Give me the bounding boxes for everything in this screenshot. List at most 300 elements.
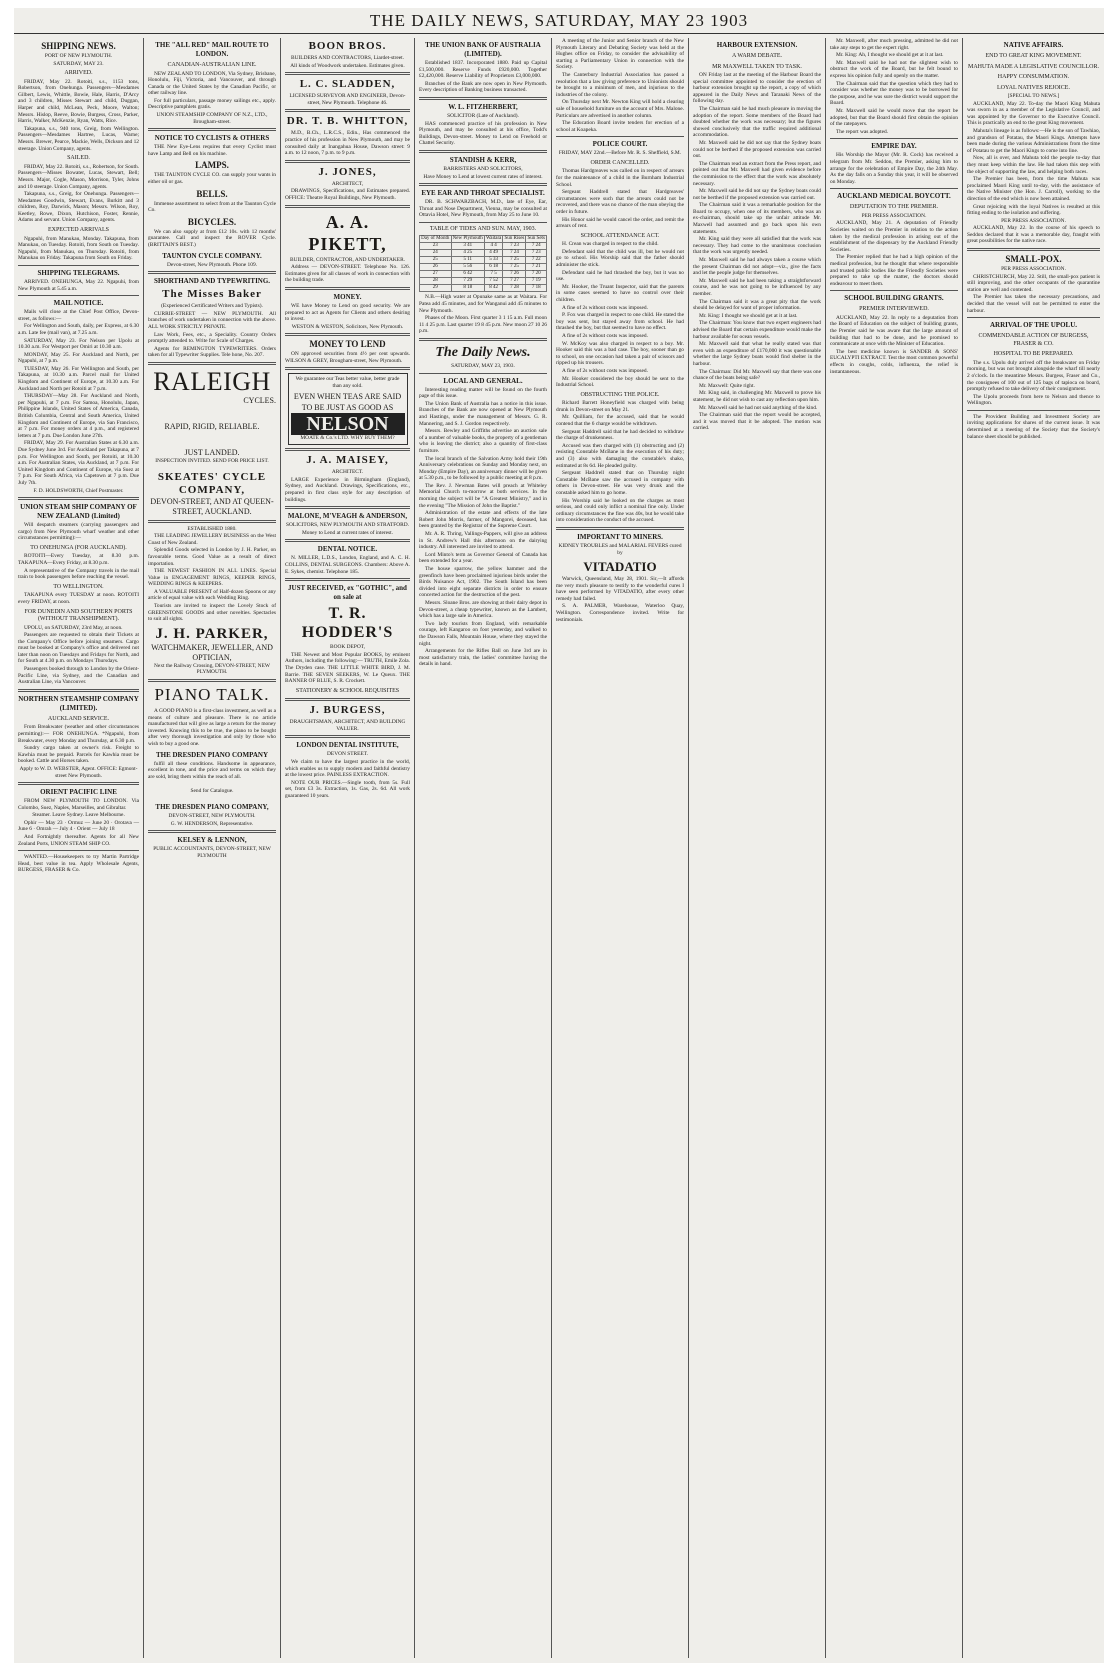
- malone-sub: SOLICITORS, NEW PLYMOUTH AND STRATFORD.: [286, 522, 409, 529]
- paragraph: Sergeant Haddrell stated that Hardgreaves' circumstances were such that the arrears could not be recovered, and there was no chance of the man obeying the order in future.: [556, 189, 684, 215]
- paragraph: Passengers are requested to obtain their Tickets at the Company's Office before joining steamers. Cargo must be booked at Company's office and delivered not later than noon on Tuesdays and Fridays for North, and for South at 4.30 p.m. on Mondays Thursdays.: [18, 632, 139, 665]
- paragraph: On Thursday next Mr. Newton King will hold a clearing sale of household furniture on the account of Mrs. Malone. Particulars are advertised in another column.: [556, 99, 684, 119]
- hospital-heading: HOSPITAL TO BE PREPARED.: [993, 351, 1074, 358]
- divider: [419, 338, 547, 341]
- paragraph: The Chairman said that the report would be accepted, and it was moved that it be adopted. The motion was carried.: [693, 412, 821, 432]
- tides-cell: 26: [420, 264, 452, 271]
- tides-col-sets: Sun Sets: [527, 236, 545, 242]
- just-received: JUST RECEIVED, ex "GOTHIC", and on sale at: [288, 584, 407, 602]
- divider: [148, 520, 276, 523]
- skeates-address: DEVON-STREET, AND AT QUEEN-STREET, AUCKLAND.: [150, 496, 274, 516]
- divider: [556, 527, 684, 530]
- parker-sub: WATCHMAKER, JEWELLER, AND OPTICIAN,: [151, 642, 273, 662]
- paragraph: CURRIE-STREET — NEW PLYMOUTH. All branches of work undertaken in connection with the above. ALL WORK STRICTLY PRIVATE.: [148, 310, 276, 330]
- stationery-line: STATIONERY & SCHOOL REQUISITES: [295, 687, 400, 694]
- boon-sub: BUILDERS AND CONTRACTORS, Liardet-street.: [291, 55, 404, 61]
- fitz-sub: SOLICITOR (Late of Auckland).: [447, 112, 519, 119]
- press-by: PER PRESS ASSOCIATION.: [1001, 217, 1066, 224]
- tides-cell: 4 4: [484, 243, 503, 250]
- divider: [285, 448, 410, 451]
- raleigh-name: RALEIGH: [153, 366, 271, 396]
- column-police: [552, 38, 689, 1658]
- kidney-line: KIDNEY TROUBLES and MALARIAL FEVERS cured by: [558, 542, 682, 556]
- paragraph: P. Fox was charged in respect to one child. He stated the boy was sent, but stayed away from school. He had thrashed the boy, but that seemed to have no effect.: [556, 312, 684, 332]
- paragraph: Takapuna, s.s., Greig, for Onehunga. Passengers—Mesdames Goodwin, Stewart, Evans, Burkitt and 3 children, Roy, Darwick, Mason; Messrs. Wilson, Roy, Keetley, Rowe, Dixon, Hutchison, Foster, Rennie, Adams and servant. Union Company, agents.: [18, 191, 139, 224]
- paragraph: Interesting reading matter will be found on the fourth page of this issue.: [419, 386, 547, 400]
- divider: [285, 109, 410, 112]
- union-address: UNION STEAMSHIP COMPANY OF N.Z., LTD., Brougham-street.: [156, 112, 268, 125]
- moon-phases: Phases of the Moon. First quarter 3 1 15 a.m. Full moon 11 4 25 p.m. Last quarter 19 8 45 p.m. New moon 27 10 26 p.m.: [419, 315, 547, 335]
- paragraph: TAKAPUNA every TUESDAY at noon. ROTOITI every FRIDAY, at noon.: [18, 592, 139, 605]
- divider: [148, 679, 276, 682]
- tides-cell: 7 26: [503, 271, 526, 278]
- native-by: [SPECIAL TO NEWS.]: [1007, 93, 1060, 99]
- local-heading: LOCAL AND GENERAL.: [443, 376, 523, 385]
- paragraph: Arrangements for the Rifles Ball on June 3rd are in most satisfactory train, the ladies' committee having the details in hand.: [419, 648, 547, 668]
- tides-cell: 7 29: [451, 278, 484, 285]
- tides-heading: TABLE OF TIDES AND SUN. MAY, 1903.: [429, 225, 537, 232]
- smallpox-by: PER PRESS ASSOCIATION.: [1001, 266, 1066, 273]
- established: ESTABLISHED 1880.: [187, 525, 237, 532]
- paragraph: FRIDAY, May 29. For Australian States at 6.30 a.m. Due Sydney June 3rd. For Auckland per Takapuna, at 7 p.m. For Wellington and South, per Rotoiti, at 10.30 a.m. For Australian States, via Auckland, at 7 p.m. For United Kingdom and Continent of Europe, via Suez at 7 p.m. For South Africa, via Capetown at 7 p.m. Due July 7th.: [18, 440, 139, 486]
- paragraph: Mr. Maxwell: Quite right.: [699, 382, 755, 389]
- paragraph: The Upolu proceeds from here to Nelson and thence to Wellington.: [967, 393, 1100, 407]
- tides-col-waitara: Waitara: [485, 236, 502, 242]
- paragraph: Lord Minto's term as Governor General of Canada has been extended for a year.: [419, 551, 547, 565]
- paragraph: AUCKLAND, May 22. In the course of his speech to Seddon declared that it was a memorable day, fraught with great possibilities for the native race.: [967, 225, 1100, 245]
- lamps-heading: LAMPS.: [195, 160, 229, 171]
- eye-heading: EYE EAR AND THROAT SPECIALIST.: [421, 189, 545, 198]
- paragraph: W. McKoy was also charged in respect to a boy. Mr. Hooker said this was a bad case. The boy, sooner than go to school, on one occasion had taken a pair of scissors and ripped up his trousers.: [556, 340, 684, 367]
- paragraph: The Canterbury Industrial Association has passed a resolution that a law giving preference to Unionists should be brought to a minimum of men, and injurious to the industries of the colony.: [556, 71, 684, 98]
- sladden-ad: [285, 78, 410, 91]
- paragraph: And Fortnightly thereafter. Agents for all New Zealand Ports, UNION STEAM SHIP CO.: [18, 834, 139, 847]
- paragraph: The Chairman said it was a great pity that the work should be delayed for want of proper information.: [693, 298, 821, 312]
- divider: [18, 782, 139, 785]
- paragraph: FRIDAY, May 22. Rotoiti, s.s., Robertson, for South. Passengers—Misses Bowater, Lucas, Stewart, Bell; Messrs. Major, Cogle, Mason, Morrison, Tyler, Johns and 10 steerage. Union Company, agents.: [18, 163, 139, 190]
- native-heading: NATIVE AFFAIRS.: [1003, 41, 1064, 49]
- malone-name: MALONE, M'VEAGH & ANDERSON,: [287, 512, 408, 521]
- paragraph: Ngapuhi, from Manukau, Monday. Takapuna, from Manukau, on Tuesday. Rotoiti, from South on Tuesday. Ngapuhi, from Manukau, on Thursday. Rotoiti, from Manukau on Friday. Takapuna from South on Friday.: [18, 235, 139, 262]
- vitadatio-heading: VITADATIO: [583, 559, 657, 575]
- orient-heading: ORIENT PACIFIC LINE: [40, 788, 117, 797]
- paragraph: AUCKLAND, May 22. In reply to a deputation from the Board of Education on the subject of building grants, the Premier said he was aware that the large amount of building that had to be done, and he promised to communicate at once with the Minister of Education.: [830, 314, 958, 348]
- column-harbour: [689, 38, 826, 1658]
- divider: [18, 295, 139, 296]
- sailing-table: Ophir — May 23 · Ormuz — June 20 · Orotava — June 6 · Omrah — July 4 · Orient — July 18: [18, 819, 139, 833]
- paragraph: The Chairman read an extract from the Press report, and pointed out that Mr. Maxwell had given evidence before the commission to the effect that the work was absolutely necessary.: [693, 160, 821, 187]
- divider: [419, 97, 547, 100]
- paragraph: His Worship the Mayor (Mr. R. Cock) has received a telegram from Mr. Seddon, the Premier, asking him to arrange for the celebration of Empire Day, the 24th May. As the day falls on a Sunday this year, it will be observed on Monday.: [830, 152, 958, 185]
- paragraph: THURSDAY—May 28. For Auckland and North, per Ngapuhi, at 7 p.m. For Samoa, Honolulu, Japan, Philippine Islands, United States of America, Canada, British Columbia, Central and South America, United Kingdom and Continent of Europe, via San Francisco, at 7 p.m. For money orders at 4 p.m., and registered letters at 7 p.m. Due London June 27th.: [18, 393, 139, 439]
- tides-cell: 7 20: [526, 271, 547, 278]
- money-heading: MONEY.: [333, 292, 362, 301]
- paragraph: Sergeant Haddrell said that he had decided to withdraw the charge of drunkenness.: [556, 428, 684, 442]
- harbour-heading: HARBOUR EXTENSION.: [716, 41, 798, 49]
- paragraph: A fine of 2s without costs was imposed.: [562, 332, 648, 339]
- piano-heading: PIANO TALK.: [154, 685, 270, 705]
- paragraph: WANTED.—Housekeepers to try Martin Partridge Head, best value in tea. Apply Wholesale Agents, BURGESS, FRASER & Co.: [18, 854, 139, 874]
- standish-text: Have Money to Lend at lowest current rates of interest.: [423, 173, 543, 180]
- paragraph: ARRIVED. ONEHUNGA, May 22. Ngapuhi, from New Plymouth at 5.45 a.m.: [18, 278, 139, 292]
- sladden-name: L. C. SLADDEN,: [299, 78, 396, 91]
- paragraph: ON approved securities from 4½ per cent upwards. WILSON & GREY, Brougham-street, New Plymouth.: [285, 351, 410, 364]
- kelsey-sub: PUBLIC ACCOUNTANTS, DEVON-STREET, NEW PLYMOUTH: [153, 846, 271, 859]
- tides-cell: 4 25: [451, 250, 484, 257]
- tides-cell: 7 27: [503, 278, 526, 285]
- smallpox-heading: SMALL-POX.: [1005, 254, 1062, 265]
- native-sub4: LOYAL NATIVES REJOICE.: [997, 84, 1070, 91]
- boon-text: All kinds of Woodwork undertaken. Estimates given.: [290, 62, 405, 69]
- native-sub2: MAHUTA MADE A LEGISLATIVE COUNCILLOR.: [967, 63, 1099, 70]
- tides-cell: 6 42: [451, 271, 484, 278]
- paragraph: Thomas Hardgreaves was called on in respect of arrears for the maintenance of a child in the Burnham Industrial School.: [556, 168, 684, 188]
- divider: [285, 698, 410, 701]
- baker-name: The Misses Baker: [162, 288, 262, 301]
- divider: [285, 160, 410, 163]
- paragraph: Mr. Quilliam, for the accused, said that he would contend that the 6 charge would be withdrawn.: [556, 414, 684, 427]
- paragraph: NOTE OUR PRICES.—Single tooth, from 5s. Full set, from £3 3s. Extraction, 1s. Gas, 2s. 6d. All work guaranteed 10 years.: [285, 779, 410, 799]
- paragraph: Defendant said he had thrashed the boy, but it was no use.: [556, 269, 684, 283]
- tides-cell: 7 24: [503, 250, 526, 257]
- tides-cell: 4 49: [484, 250, 503, 257]
- henderson-line: G. W. HENDERSON, Representative.: [170, 820, 254, 827]
- whitton-name: DR. T. B. WHITTON,: [286, 115, 409, 128]
- paragraph: The Premier has been, from the time Mahuta was proclaimed Maori King until to-day, with the assistance of the Native Minister (the Hon. J. Carroll), working to the direction of the end which is now been attained.: [967, 176, 1100, 202]
- dresden-address: DEVON-STREET, NEW PLYMOUTH.: [168, 812, 256, 819]
- raleigh-ad: [148, 368, 276, 517]
- dresden-heading: THE DRESDEN PIANO COMPANY: [155, 750, 269, 759]
- taunton-address: Devon-street, New Plymouth. Phone 109.: [167, 261, 257, 268]
- tides-cell: 29: [420, 285, 452, 292]
- paragraph: The Premier has taken the necessary precautions, and decided that the vessel will not be permitted to enter the harbour.: [967, 294, 1100, 314]
- paragraph: The best medicine known is SANDER & SONS' EUCALYPTI EXTRACT. Test the most common powerful effects in coughs, colds, influenza, the relief is instantaneous.: [830, 348, 958, 375]
- divider: [556, 136, 684, 137]
- tides-cell: 5 11: [451, 257, 484, 264]
- nelson-sub: MOATE & Co.'s LTD. WHY BUY THEM?: [300, 434, 395, 441]
- paragraph: Will despatch steamers (carrying passengers and cargo) from New Plymouth wharf weather and other circumstances permitting):—: [18, 522, 139, 542]
- tides-cell: 7 23: [526, 250, 547, 257]
- parker-name: J. H. PARKER,: [155, 625, 269, 642]
- upolu-sub: COMMENDABLE ACTION OF BURGESS, FRASER & CO.: [978, 333, 1089, 347]
- divider: [18, 265, 139, 266]
- column-ads-2: [281, 38, 415, 1658]
- paragraph: Tourists are invited to inspect the Lovely Stock of GREENSTONE GOODS and other novelties. Spectacles to suit all sights.: [148, 603, 276, 623]
- tides-col-np: New Plymouth: [452, 236, 483, 242]
- paragraph: We claim to have the largest practice in the world, which enables us to supply modern and faithful dentistry at the lowest price. PAINLESS EXTRACTION.: [285, 759, 410, 779]
- divider: [419, 183, 547, 186]
- school-sub: PREMIER INTERVIEWED.: [859, 306, 929, 313]
- obstructing-heading: OBSTRUCTING THE POLICE.: [580, 391, 660, 398]
- paragraph: CHRISTCHURCH, May 22. Still, the small-pox patient is still improving, and the other occupants of the quarantine station are well and contented.: [967, 273, 1100, 293]
- tides-col-rises: Sun Rises: [504, 236, 525, 242]
- paragraph: A fine of 2s without costs was imposed.: [562, 304, 648, 311]
- column-local: [415, 38, 552, 1658]
- tides-row: [420, 243, 547, 250]
- parker-address: Next the Railway Crossing, DEVON-STREET, NEW PLYMOUTH.: [154, 662, 270, 676]
- paragraph: The Premier replied that he had a high opinion of the medical profession, but he thought that where responsible and trusted public bodies like the Friendly Societies were prepared to take up the matter, the doctors should endeavour to meet them.: [830, 254, 958, 287]
- paragraph: WE have Money to Lend on good security. We are prepared to act as Agents for Clients and others desiring to invest.: [285, 302, 410, 323]
- paragraph: Messrs. Bewley and Griffiths advertise an auction sale of a number of valuable books, the property of a gentleman who is leaving the district; also a quantity of first-class furniture.: [419, 428, 547, 454]
- native-sub1: END TO GREAT KING MOVEMENT.: [985, 53, 1082, 59]
- maisey-sub: ARCHITECT.: [331, 469, 364, 476]
- fitz-name: W. L. FITZHERBERT,: [448, 102, 518, 111]
- miners-heading: IMPORTANT TO MINERS.: [577, 532, 663, 541]
- london-dental-sub: DEVON STREET.: [327, 751, 368, 758]
- paragraph: H. Crean was charged in respect to the child.: [562, 241, 659, 248]
- hodder-name: T. R. HODDER'S: [301, 605, 394, 642]
- paragraph: From Breakwater (weather and other circumstances permitting):— FOR ONEHUNGA. *Ngapuhi, from Breakwater, every Monday and Thursday, at 6.30 p.m.: [18, 724, 139, 744]
- medical-by: PER PRESS ASSOCIATION.: [861, 212, 927, 219]
- nelson-top: We guarantee our Teas better value, better grade than any sold.: [295, 376, 400, 390]
- aucservice-heading: AUCKLAND SERVICE.: [47, 715, 110, 722]
- paragraph: S. A. PALMER, Warehouse, Waterloo Quay, Wellington. Correspondence invited. Write for testimonials.: [556, 603, 684, 623]
- paragraph: The house sparrow, the yellow hammer and the greenfinch have been proclaimed injurious birds under the Birds Nuisance Act, 1902. The South Island has been divided into eight separate districts in order to ensure concerted action for the destruction of the pest.: [419, 566, 547, 599]
- paragraph: THE TAUNTON CYCLE CO. can supply your wants in either oil or gas.: [148, 172, 276, 186]
- tides-cell: 6 18: [484, 264, 503, 271]
- divider: [285, 735, 410, 738]
- raleigh-landed: JUST LANDED.: [184, 447, 240, 457]
- paragraph: Mr. King: I thought we should get at it at last.: [699, 312, 798, 319]
- nssco-heading: NORTHERN STEAMSHIP COMPANY (LIMITED).: [18, 694, 139, 712]
- tides-row: [420, 285, 547, 292]
- expected-heading: EXPECTED ARRIVALS: [47, 227, 110, 234]
- divider: [967, 410, 1100, 411]
- attendance-heading: SCHOOL ATTENDANCE ACT.: [580, 232, 660, 239]
- paper-date: SATURDAY, MAY 23, 1903.: [451, 362, 515, 369]
- port-heading: PORT OF NEW PLYMOUTH.: [44, 53, 113, 59]
- paragraph: Great rejoicing with the loyal Natives is resulted at this fitting ending to the isolation and suffering.: [967, 203, 1100, 217]
- paragraph: Mails will close at the Chief Post Office, Devon-street, as follows:—: [18, 309, 139, 322]
- columns: [14, 38, 1104, 1658]
- divider: [285, 287, 410, 290]
- burgess-sub: DRAUGHTSMAN, ARCHITECT, AND BUILDING VALUER.: [289, 719, 406, 732]
- column-empire: [826, 38, 963, 1658]
- paragraph: Mr. Hooker considered the boy should be sent to the Industrial School.: [556, 375, 684, 389]
- tides-row: [420, 257, 547, 264]
- jones-name: J. JONES,: [318, 165, 377, 178]
- column-ads-1: [144, 38, 281, 1658]
- paragraph: N.B.—High water at Opunake same as at Waitara. For Patea add 45 minutes, and for Wanganui add 45 minutes to New Plymouth.: [419, 294, 547, 314]
- tides-col-day: Day of Month: [421, 236, 450, 242]
- tides-cell: 5 33: [484, 257, 503, 264]
- divider: [419, 373, 547, 374]
- orders-heading: ORDER CANCELLED.: [590, 159, 650, 166]
- pikett-name: A. A. PIKETT,: [308, 211, 387, 254]
- paragraph: DRAWINGS, Specifications, and Estimates prepared. OFFICE: Theatre Royal Buildings, New Plymouth.: [285, 188, 410, 201]
- divider: [148, 362, 276, 365]
- paragraph: Mr. Maxwell, after much pressing, admitted he did not take any steps to get the expert right.: [830, 38, 958, 51]
- tides-cell: 7 24: [526, 243, 547, 250]
- paragraph: The Chairman: Did Mr. Maxwell say that there was one chance of the boats being safe?: [693, 368, 821, 382]
- paragraph: His Honor said he would cancel the order, and remit the arrears of rent.: [556, 216, 684, 230]
- paragraph: Mr. Hooker, the Truant Inspector, said that the parents in some cases seemed to have no control over their children.: [556, 283, 684, 303]
- paragraph: Law Work, Fees, etc., a Speciality. Country Orders promptly attended to. Write for Scale of Charges.: [148, 331, 276, 345]
- empire-heading: EMPIRE DAY.: [871, 142, 917, 151]
- paragraph: The Education Board invite tenders for erection of a school at Koapeka.: [556, 120, 684, 133]
- paragraph: Mr. Maxwell said he did not say the Sydney boats could not be berthed if the proposed extension was carried out.: [693, 188, 821, 201]
- divider: [830, 138, 958, 139]
- tides-cell: 7 22: [526, 257, 547, 264]
- raleigh-rapid: RAPID, RIGID, RELIABLE.: [164, 421, 260, 431]
- paragraph: Takapuna, s.s., 940 tons, Greig, from Wellington. Passengers—Mesdames Hartree, Lucas, Warne; Messrs. Brewer, Pearce, Mackie, Wells, Dickson and 12 steerage. Union Company, agents.: [18, 125, 139, 152]
- police-heading: POLICE COURT.: [592, 140, 648, 149]
- tides-cell: 25: [420, 257, 452, 264]
- pikett-sub: BUILDER, CONTRACTOR, AND UNDERTAKER.: [289, 256, 406, 263]
- paragraph: His Worship said he looked on the charges as most serious, and could only inflict a nominal fine only. Under ordinary circumstances the fine was 40s, but he would take into consideration the conduct of the accused.: [556, 497, 684, 524]
- paragraph: Mr. Maxwell said he had not the slightest wish to obstruct the work of the Board, but he felt bound to express his opinion fully and openly on the matter.: [830, 59, 958, 79]
- paragraph: Accused was then charged with (1) obstructing and (2) resisting Constable McBane in the execution of his duty; and (3) also with damaging the constable's shako, estimated at 8s 6d. He pleaded guilty.: [556, 442, 684, 469]
- baker-sub: (Experienced Certificated Writers and Typists).: [161, 303, 263, 310]
- paragraph: The Rev. J. Newman Bates will preach at Whiteley Memorial Church to-morrow at both services. In the morning the subject will be "A Greatest Ministry," and in the evening "The Mission of John the Baptist.": [419, 482, 547, 509]
- column-native: [963, 38, 1104, 1658]
- paragraph: The Chairman said he had much pleasure in moving the adoption of the report. Some members of the Board had doubted whether the work was necessary; but the figures showed conclusively that the traffic required additional accommodation.: [693, 105, 821, 139]
- sailed-heading: SAILED.: [67, 155, 90, 162]
- paragraph: Passengers booked through to London by the Orient-Pacific Line, via Sydney, and the Canadian and Australian Line, via Vancouver.: [18, 666, 139, 686]
- divider: [285, 506, 410, 509]
- paragraph: Immense assortment to select from at the Taunton Cycle Co.: [148, 200, 276, 214]
- paragraph: ON Friday last at the meeting of the Harbour Board the special committee appointed to consider the erection of harbour extension brought up the report, a copy of which appeared in the Daily News and Taranaki News of the following day.: [693, 72, 821, 105]
- sladden-sub: LICENSED SURVEYOR AND ENGINEER, Devon-street, New Plymouth. Telephone 46.: [289, 93, 406, 106]
- divider: [419, 150, 547, 153]
- paragraph: SATURDAY, May 23. For Nelson per Upolu at 10.30 a.m. For Westport per Omiri at 10.30 a.m.: [18, 337, 139, 351]
- paragraph: THE Newest and Most Popular BOOKS, by eminent Authors, including the following:— TRUTH, Emile Zola. The Dryden case. THE LITTLE WHITE BIRD, J. M. Barrie. THE SEVEN SEEKERS, W. Le Queux. THE BANNER OF BLUE, S. R. Crockett.: [285, 651, 410, 685]
- paragraph: NEW ZEALAND TO LONDON, Via Sydney, Brisbane, Honolulu, Fiji, Victoria, and Vancouver, and through Canada or the United States by the Canadian Pacific, or other railway line.: [148, 70, 276, 97]
- paragraph: A VALUABLE PRESENT of Half-dozen Spoons or any article of equal value with each Wedding Ring.: [148, 588, 276, 602]
- paragraph: DR. B. SCHWARZBACH, M.D., late of Eye, Ear, Throat and Nose Department, Vienna, may be consulted at Ottavia Hotel, New Plymouth, from May 25 to June 10.: [419, 199, 547, 219]
- tides-cell: 5 56: [451, 264, 484, 271]
- agent-line: Apply to W. D. WEBSTER, Agent. OFFICE: Egmont-street New Plymouth.: [19, 765, 138, 779]
- tides-row: [420, 278, 547, 285]
- sailing-table-head: Steamer. Leave Sydney. Leave Melbourne.: [32, 812, 125, 819]
- bells-heading: BELLS.: [196, 188, 228, 199]
- jones-ad: [285, 166, 410, 179]
- paragraph: M.D., B.Ch., L.R.C.S., Edin., Has commenced the practice of his profession in New Plymouth, and may be consulted daily at Inangahua House, Dawson street: 9 a.m. to 12 noon, 7 p.m. to 9 p.m.: [285, 130, 410, 157]
- divider: [148, 128, 276, 131]
- paragraph: Two lady tourists from England, with remarkable courage, left Kangaroo on foot yesterday, and walked to the Dawson Falls, Mountain House, where they stayed the night.: [419, 620, 547, 647]
- paragraph: Mr. King: Ah, I thought we should get at it at last.: [836, 52, 944, 59]
- paragraph: The Chairman said that the question which they had to consider was whether the money was to be borrowed for the purpose, and he was sure the district would support the Board.: [830, 80, 958, 107]
- divider: [285, 539, 410, 542]
- paragraph: For Wellington and South, daily, per Express, at 6.30 a.m. Late fee (mail van), at 7.25 a.m.: [18, 323, 139, 336]
- tides-row: [420, 264, 547, 271]
- paragraph: Sundry cargo taken at owner's risk. Freight to Kawhia must be prepaid. Parcels for Kawhia must be booked. Cattle and Horses taken.: [18, 745, 139, 765]
- tides-cell: 7 21: [526, 264, 547, 271]
- tides-cell: 7 18: [526, 285, 547, 292]
- paragraph: The Chairman: You know that two expert engineers had advised the Board that certain expenditure would make the harbour available for ocean vessels.: [693, 320, 821, 340]
- tides-cell: 7 25: [503, 264, 526, 271]
- paragraph: THE NEWEST FASHION IN ALL LINES. Special Value in ENGAGEMENT RINGS, KEEPER RINGS, WEDDING RINGS & KEEPERS.: [148, 568, 276, 588]
- paragraph: Now, all is over, and Mahuta told the people to-day that they must keep within the law. He had taken this step with the object of supporting the law, and helping both races.: [967, 155, 1100, 175]
- divider: [18, 850, 139, 851]
- paragraph: Mr. King said, in challenging Mr. Maxwell to prove his statement, he did not wish to cast any reflection upon him.: [693, 390, 821, 403]
- divider: [148, 271, 276, 274]
- telegrams-heading: SHIPPING TELEGRAMS.: [37, 268, 120, 277]
- paragraph: Mr. Maxwell said he had always taken a course which the present Chairman did not adopt—viz., give the facts and let the people judge for themselves.: [693, 257, 821, 277]
- jones-sub: ARCHITECT,: [331, 180, 364, 187]
- catalogue-line: Send for Catalogue.: [190, 788, 234, 795]
- newspaper-page: [14, 8, 1104, 1663]
- tides-cell: 7 28: [503, 285, 526, 292]
- baker-ad: [148, 288, 276, 301]
- upolu-heading: ARRIVAL OF THE UPOLU.: [990, 321, 1077, 330]
- paragraph: TUESDAY, May 26. For Wellington and South, per Takapuna, at 10.30 a.m. Parcel mail for United Kingdom and Continent of Europe, at 10.30 a.m. For Auckland and North per Rotoiti at 7 p.m.: [18, 365, 139, 392]
- tides-row: [420, 250, 547, 257]
- divider: [830, 188, 958, 189]
- london-dental-heading: LONDON DENTAL INSTITUTE,: [296, 741, 399, 750]
- standish-sub: BARRISTERS AND SOLICITORS,: [443, 165, 523, 172]
- canadian-line: CANADIAN-AUSTRALIAN LINE.: [167, 62, 257, 68]
- paragraph: Warwick, Queensland, May 28, 1901. Sir,—It affords me very much pleasure to testify to the wonderful cures I have seen performed by VITADATIO, after every other remedy had failed.: [556, 576, 684, 602]
- hodder-ad: [285, 604, 410, 642]
- paragraph: The s.s. Upolu duly arrived off the breakwater on Friday morning, but was not brought alongside the wharf till nearly 2 o'clock. In the meantime Messrs. Burgess, Fraser and Co., the consignees of 100 out of 125 bags of tapioca on board, promptly refused to take delivery of their consignment.: [967, 359, 1100, 393]
- nelson-when: EVEN WHEN TEAS ARE SAID TO BE JUST AS GOOD AS: [293, 391, 402, 412]
- paragraph: THE LEADING JEWELLERY BUSINESS on the West Coast of New Zealand.: [148, 533, 276, 546]
- paragraph: Messrs. Sloane Bros. are showing at their dairy depot in Devon-street, a cheap typewriter, known as the Lambert, which has a large sale in America.: [419, 599, 547, 620]
- hodder-sub: BOOK DEPOT,: [330, 644, 365, 651]
- tides-cell: 7 25: [503, 257, 526, 264]
- paragraph: The Union Bank of Australia has a notice in this issue. Branches of the Bank are now opened at New Plymouth and Hastings, under the management of Messrs. G. R. Mannering, and S. J. Gordon respectively.: [419, 400, 547, 427]
- paragraph: Mr. Maxwell said he had not said anything of the kind.: [699, 404, 818, 411]
- tides-cell: 3 41: [451, 243, 484, 250]
- paragraph: MONDAY, May 25. For Auckland and North, per Ngapuhi, at 7 p.m.: [18, 351, 139, 365]
- paragraph: Mr. A. R. Thring, Vallings-Pappers, will give an address in St. Andrew's Hall this afternoon on the dairying industry. All interested are invited to attend.: [419, 531, 547, 551]
- tides-cell: 7 52: [484, 278, 503, 285]
- tides-cell: 8 18: [451, 285, 484, 292]
- paragraph: Branches of the Bank are now open in New Plymouth. Every description of Banking business transacted.: [419, 80, 547, 94]
- tides-cell: 28: [420, 278, 452, 285]
- maisey-ad: [285, 454, 410, 467]
- paragraph: Established 1837. Incorporated 1880. Paid up Capital £1,500,000. Reserve Funds £920,000. Together £2,420,000. Reserve Liability of Proprietors £3,000,000.: [419, 60, 547, 80]
- arrived-heading: ARRIVED.: [64, 70, 93, 77]
- divider: [285, 367, 410, 370]
- paragraph: A fine of 2s without costs was imposed.: [562, 367, 648, 374]
- paragraph: Richard Barrett Honeyfield was charged with being drunk in Devon-street on May 21.: [556, 400, 684, 413]
- tides-cell: 24: [420, 250, 452, 257]
- divider: [285, 72, 410, 75]
- paragraph: Mr. Maxwell said he would move that the report be adopted, but that the Board should first obtain the opinion of the ratepayers.: [830, 107, 958, 128]
- tides-header-row: [420, 236, 547, 243]
- tides-cell: 8 42: [484, 285, 503, 292]
- paragraph: A GOOD PIANO is a first-class investment, as well as a means of culture and pleasure. There is no article manufactured that will give as large a return for the money invested. Knowing this to be true, the piano to be bought after very thorough investigation and only by those who wish to buy a good one.: [148, 708, 276, 747]
- paragraph: FRIDAY, May 22. Rotoiti, s.s., 1153 tons, Robertson, from Onehunga. Passengers—Mesdames Gilbert, Lewis, Whittle, Bowie, Hale, Harris, D'Arcy and 3 children, Misses Stewart and child, Duggan, Harper and child, McLean, Peck, Moore, Walton; Messrs. Hislop, Reeve, Bowie, Burgess, Cross, Parker, Harris, Walker, McKenzie, Ryan, Watts, Rice.: [18, 78, 139, 125]
- dunedin-heading: FOR DUNEDIN AND SOUTHERN PORTS (WITHOUT TRANSHIPMENT).: [24, 608, 133, 622]
- native-sub3: HAPPY CONSUMMATION.: [997, 74, 1070, 80]
- paper-title: The Daily News.: [435, 344, 531, 360]
- allred-heading: THE "ALL RED" MAIL ROUTE TO LONDON.: [155, 41, 269, 58]
- paragraph: AUCKLAND, May 21. A deputation of Friendly Societies waited on the Premier in relation to the action taken by the medical profession in arising out of the establishment of the dispensary by the Auckland Friendly Societies.: [830, 220, 958, 253]
- harbour-sub1: A WARM DEBATE.: [731, 53, 783, 59]
- paragraph: Administration of the estate and effects of the late Robert John Morris, farmer, of Mangorei, deceased, has been granted by the Registrar of the Supreme Court.: [419, 510, 547, 530]
- onehunga-heading: TO ONEHUNGA (FOR AUCKLAND).: [30, 544, 127, 551]
- paragraph: Mr. Maxwell said he did not say that the Sydney boats could not be berthed if the proposed extension was carried out.: [693, 139, 821, 160]
- tides-cell: 23: [420, 243, 452, 250]
- paragraph: Sergeant Haddrell stated that on Thursday night Constable McBane saw the accused in company with others in Devon-street. He was very drunk and the constable asked him to go home.: [556, 470, 684, 496]
- tides-cell: 7 23: [503, 243, 526, 250]
- column-shipping: [14, 38, 144, 1658]
- tides-body: [420, 243, 547, 292]
- paragraph: The local branch of the Salvation Army hold their 19th Anniversary celebrations on Sunday and Monday next, on Monday (Empire Day), an anniversary dinner will be given at 5.30 p.m., to be followed by a public meeting at 8 p.m.: [419, 455, 547, 482]
- medical-heading: AUCKLAND MEDICAL BOYCOTT.: [837, 192, 951, 201]
- shorthand-heading: SHORTHAND AND TYPEWRITING.: [153, 277, 271, 286]
- paragraph: ROTOITI—Every Tuesday, at 8.30 p.m. TAKAPUNA—Every Friday, at 8.30 p.m.: [18, 553, 139, 567]
- standish-name: STANDISH & KERR,: [449, 155, 517, 164]
- postmaster: F. D. HOLDSWORTH, Chief Postmaster.: [33, 487, 124, 494]
- paragraph: Mahuta's lineage is as follows:—He is the son of Tawhiao, and grandson of Potatau, the Maori Kings. Attempts have been made during the various Administrations from the time of Potatau to get the Maori Kings to come into line.: [967, 127, 1100, 154]
- divider: [285, 578, 410, 581]
- boon-name: BOON BROS.: [308, 40, 387, 52]
- nelson-tea-ad: [288, 373, 408, 445]
